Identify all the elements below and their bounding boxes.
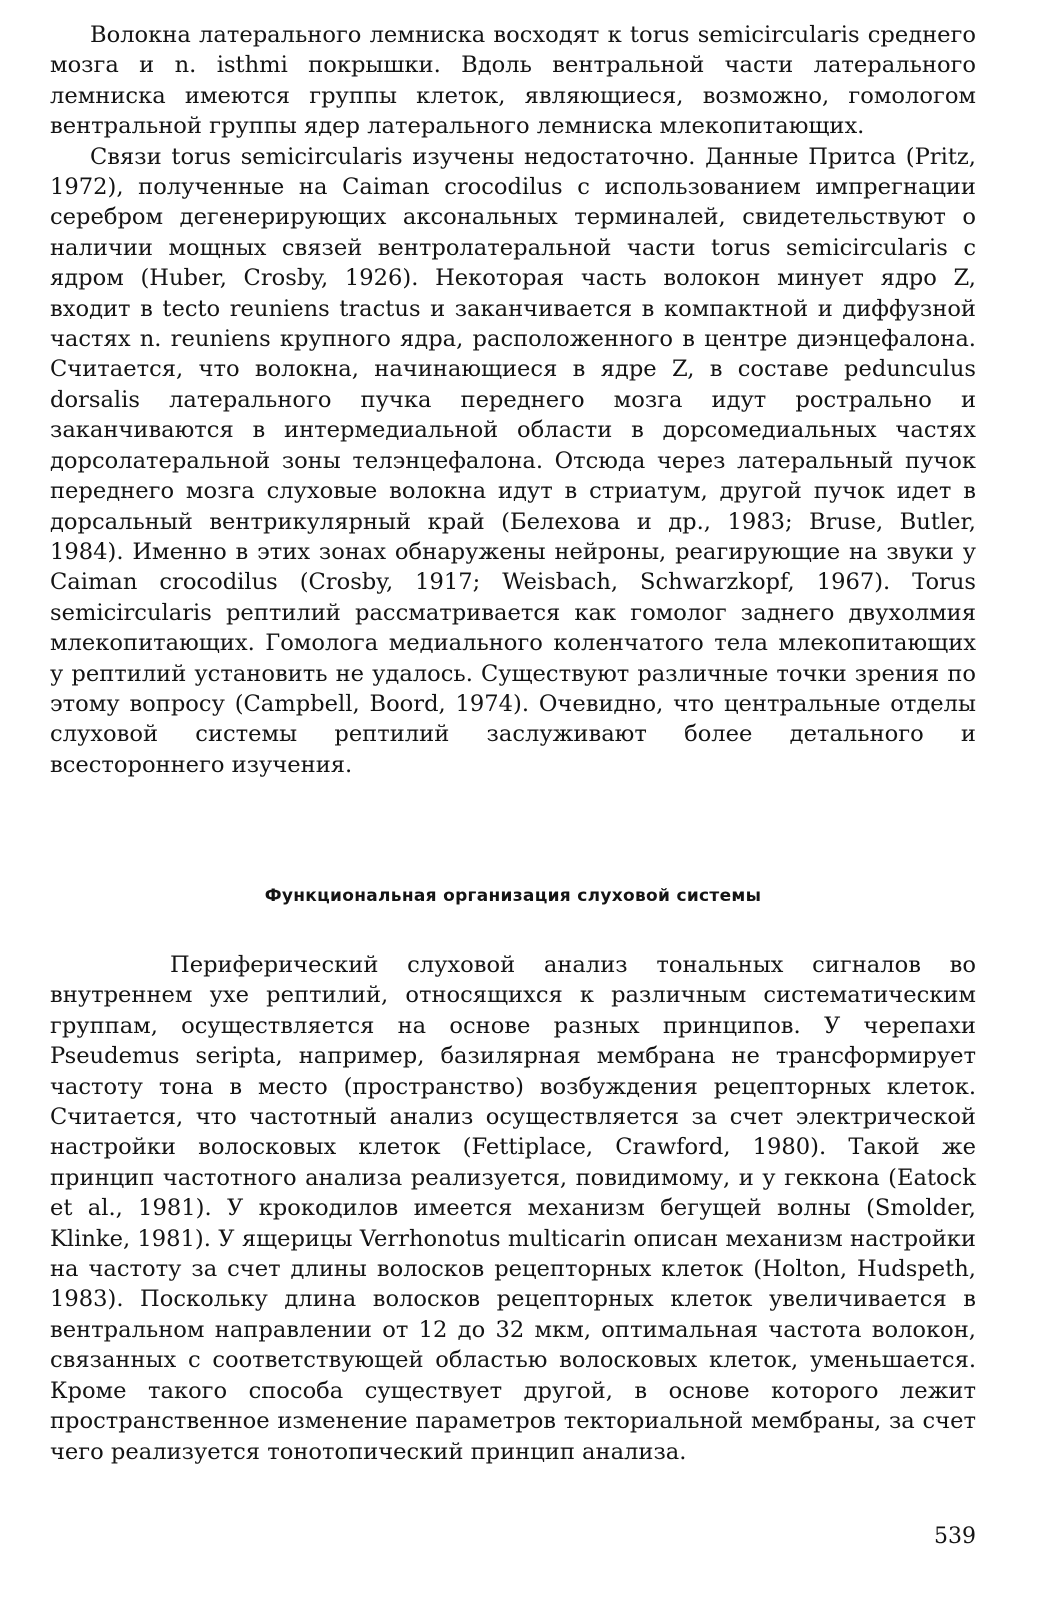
section-body — [50, 950, 976, 1467]
section-heading: Функциональная организация слуховой системы — [264, 886, 762, 906]
page-body — [50, 20, 976, 780]
paragraph-lemniscus: Волокна латерального лемниска восходят к torus semicircularis среднего мозга и n. isthmi покрышки. Вдоль вентральной части латерального лемниска имеются группы клеток, являющиеся, возможно, гомологом вентральной группы ядер латерального лемниска млекопитающих. — [50, 22, 976, 140]
section-heading-wrap — [50, 886, 976, 906]
page-number: 539 — [934, 1524, 976, 1549]
paragraph-torus-connections: Связи torus semicircularis изучены недостаточно. Данные Притса (Pritz, 1972), полученные на Caiman crocodilus с использованием импрегнации серебром дегенерирующих аксональных терминалей, свидетельствуют о наличии мощных связей вентролатеральной части torus semicircularis с ядром (Huber, Crosby, 1926). Некоторая часть волокон минует ядро Z, входит в tecto reuniens tractus и заканчивается в компактной и диффузной частях n. reuniens крупного ядра, расположенного в центре диэнцефалона. Считается, что волокна, начинающиеся в ядре Z, в составе pedunculus dorsalis латерального пучка переднего мозга идут рострально и заканчиваются в интермедиальной области в дорсомедиальных частях дорсолатеральной зоны телэнцефалона. Отсюда через латеральный пучок переднего мозга слуховые волокна идут в стриатум, другой пучок идет в дорсальный вентрикулярный край (Белехова и др., 1983; Bruse, Butler, 1984). Именно в этих зонах обнаружены нейроны, реагирующие на звуки у Caiman crocodilus (Crosby, 1917; Weisbach, Schwarzkopf, 1967). Torus semicircularis рептилий рассматривается как гомолог заднего двухолмия млекопитающих. Гомолога медиального коленчатого тела млекопитающих у рептилий установить не удалось. Существуют различные точки зрения по этому вопросу (Campbell, Boord, 1974). Очевидно, что центральные отделы слуховой системы рептилий заслуживают более детального и всестороннего изучения. — [50, 143, 976, 778]
paragraph-peripheral-analysis: Периферический слуховой анализ тональных сигналов во внутреннем ухе рептилий, относящихся к различным систематическим группам, осуществляется на основе разных принципов. У черепахи Pseudemus seripta, например, базилярная мембрана не трансформирует частоту тона в место (пространство) возбуждения рецепторных клеток. Считается, что частотный анализ осуществляется за счет электрической настройки волосковых клеток (Fettiplace, Crawford, 1980). Такой же принцип частотного анализа реализуется, повидимому, и у геккона (Eatock et al., 1981). У крокодилов имеется механизм бегущей волны (Smolder, Klinke, 1981). У ящерицы Verrhonotus multicarin описан механизм настройки на частоту за счет длины волосков рецепторных клеток (Holton, Hudspeth, 1983). Поскольку длина волосков рецепторных клеток увеличивается в вентральном направлении от 12 до 32 мкм, оптимальная частота волокон, связанных с соответствующей областью волосковых клеток, уменьшается. Кроме такого способа существует другой, в основе которого лежит пространственное изменение параметров текториальной мембраны, за счет чего реализуется тонотопический принцип анализа. — [50, 952, 976, 1465]
